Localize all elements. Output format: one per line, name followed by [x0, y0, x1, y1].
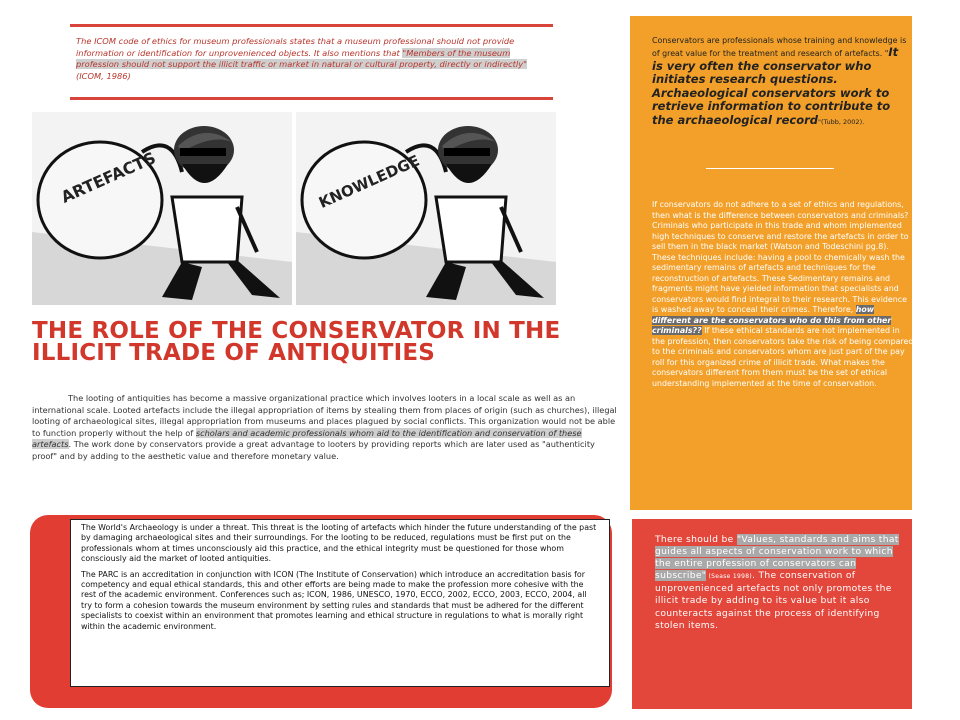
knowledge-thief-drawing — [296, 112, 556, 305]
criminals-text: If conservators do not adhere to a set of ethics and regulations, then what is the difference between conservators and criminals? Criminals who participate in this trade and whom implemented high techniques to conserve and restore the artefacts in order to sell them in the black market (Watson and Todeschini pg.8). These techniques include: having a pool to chemically wash the sedimentary remains of artefacts and techniques for the reconstruction of artefacts. These Sedimentary remains and fragments might have yielded information that specialists and conservators would find integral to their research. This evidence is washed away to conceal their crimes. Therefore, — [652, 200, 909, 314]
threat-box — [70, 519, 610, 687]
icom-quote — [76, 36, 551, 82]
conservator-intro: Conservators are professionals whose training and knowledge is of great value for the treatment and research of artefacts. " — [652, 36, 907, 59]
intro-highlight: scholars and academic professionals whom aid to the identification and conservation of these artefacts — [32, 427, 582, 450]
criminals-text-end: If these ethical standards are not implemented in the profession, then conservators take the risk of being compared to the criminals and conservators whom are just part of the pay roll for this organized crime of illicit trade. What makes the conservators different from them must be the set of ethical understanding implemented at the time of conservation. — [652, 326, 914, 388]
quote-bottom-rule — [70, 97, 553, 100]
criminals-paragraph — [652, 200, 914, 389]
artefacts-thief-drawing — [32, 112, 292, 305]
icom-quote-text: The ICOM code of ethics for museum professionals states that a museum professional should not provide information or identification for unprovenienced objects. It also mentions that — [76, 36, 515, 58]
icom-quote-highlight: "Members of the museum profession should not support the illicit traffic or market in natural or cultural property, directly or indirectly" — [76, 47, 527, 69]
knowledge-label: KNOWLEDGE — [316, 151, 423, 212]
conservator-quote-block — [652, 36, 910, 127]
orange-divider — [706, 168, 834, 169]
icom-quote-citation: (ICOM, 1986) — [76, 70, 131, 81]
values-highlight: "Values, standards and aims that guides all aspects of conservation work to which the entire profession of conservators can subscribe" — [655, 534, 899, 582]
values-text-end: . The conservation of unprovenienced artefacts not only promotes the illicit trade by adding to its value but it also counteracts against the process of identifying stolen items. — [655, 570, 892, 631]
tubb-quote: It is very often the conservator who initiates research questions. Archaeological conservators work to retrieve information to contribute to the archaeological record — [652, 45, 899, 127]
page-title: THE ROLE OF THE CONSERVATOR IN THE ILLICIT TRADE OF ANTIQUITIES — [32, 318, 561, 366]
intro-text-end: . The work done by conservators provide a great advantage to looters by providing reports which are later used as "authenticity proof" and by adding to the aesthetic value and therefore monetary value. — [32, 439, 595, 461]
top-rule — [70, 24, 553, 27]
values-intro: There should be — [655, 534, 737, 545]
values-paragraph — [655, 534, 910, 632]
knowledge-thief-illustration — [296, 112, 556, 305]
criminals-highlight: how different are the conservators who do this from other criminals?? — [652, 305, 892, 335]
artefacts-thief-illustration — [32, 112, 292, 305]
threat-paragraph: The World's Archaeology is under a threat. This threat is the looting of artefacts which hinder the future understanding of the past by damaging archaeological sites and their surroundings. For the looting to be reduced, regulations must be first put on the professionals whom at times unconsciously aid this practice, and the ethical integrity must be questioned for those whom consciously aid the market of looted antiquities. — [81, 523, 597, 564]
parc-paragraph: The PARC is an accreditation in conjunction with ICON (The Institute of Conservation) which introduce an accreditation basis for competency and equal ethical standards, this and other efforts are being made to make the profession more cohesive with the rest of the academic environment. Conferences such as; ICON, 1986, UNESCO, 1970, ECCO, 2002, ECCO, 2003, ECCO, 2004, all try to form a cohesion towards the museum environment by setting rules and standards that must be adhered for the different specialists to coexist within an environment that promotes learning and ethical structure in regulations to what is morally right within the academic environment. — [81, 569, 587, 631]
tubb-citation: "(Tubb, 2002). — [818, 117, 865, 126]
intro-text: The looting of antiquities has become a massive organizational practice which involves looters in a local scale as well as an international scale. Looted artefacts include the illegal appropriation of items by stealing them from places of origin (such as churches), illegal looting of archaeological sites, illegal appropriation from museums and places plagued by social conflicts. This organization would not be able to function properly without the help of — [32, 393, 617, 438]
sease-citation: (Sease 1998) — [706, 573, 752, 581]
artefacts-label: ARTEFACTS — [58, 148, 159, 207]
intro-paragraph — [32, 393, 617, 463]
